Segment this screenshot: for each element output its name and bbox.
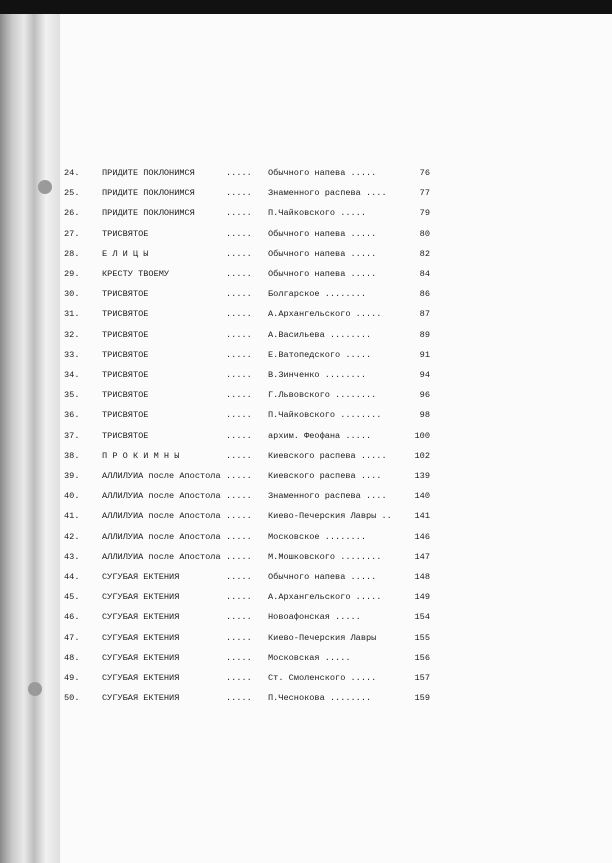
toc-entry [0, 509, 612, 523]
entry-page: 96 [419, 390, 430, 400]
entry-leader: ..... [226, 572, 252, 582]
entry-chant: А.Васильева ........ [268, 330, 372, 340]
entry-title: ТРИСВЯТОЕ [102, 370, 149, 380]
entry-number: 26. [64, 208, 80, 218]
entry-number: 35. [64, 390, 80, 400]
entry-page: 82 [419, 249, 430, 259]
entry-number: 37. [64, 431, 80, 441]
entry-number: 46. [64, 612, 80, 622]
entry-leader: ..... [226, 552, 252, 562]
entry-chant: М.Мошковского ........ [268, 552, 382, 562]
entry-chant: Новоафонская ..... [268, 612, 361, 622]
entry-title: ПРИДИТЕ ПОКЛОНИМСЯ [102, 168, 195, 178]
entry-chant: Киевского распева .... [268, 471, 382, 481]
entry-leader: ..... [226, 431, 252, 441]
entry-title: ПРИДИТЕ ПОКЛОНИМСЯ [102, 208, 195, 218]
entry-leader: ..... [226, 390, 252, 400]
entry-number: 40. [64, 491, 80, 501]
entry-number: 29. [64, 269, 80, 279]
entry-title: СУГУБАЯ ЕКТЕНИЯ [102, 592, 180, 602]
entry-number: 38. [64, 451, 80, 461]
entry-leader: ..... [226, 208, 252, 218]
entry-number: 30. [64, 289, 80, 299]
toc-entry [0, 206, 612, 220]
entry-title: ТРИСВЯТОЕ [102, 390, 149, 400]
entry-page: 100 [414, 431, 430, 441]
entry-title: Е Л И Ц Ы [102, 249, 149, 259]
entry-title: СУГУБАЯ ЕКТЕНИЯ [102, 633, 180, 643]
entry-title: СУГУБАЯ ЕКТЕНИЯ [102, 612, 180, 622]
entry-page: 80 [419, 229, 430, 239]
entry-chant: Московское ........ [268, 532, 366, 542]
toc-entry [0, 550, 612, 564]
entry-leader: ..... [226, 592, 252, 602]
entry-title: СУГУБАЯ ЕКТЕНИЯ [102, 693, 180, 703]
entry-title: ТРИСВЯТОЕ [102, 431, 149, 441]
toc-entry [0, 530, 612, 544]
entry-leader: ..... [226, 370, 252, 380]
entry-page: 149 [414, 592, 430, 602]
entry-leader: ..... [226, 330, 252, 340]
entry-number: 28. [64, 249, 80, 259]
entry-number: 44. [64, 572, 80, 582]
toc-entry [0, 671, 612, 685]
entry-title: ТРИСВЯТОЕ [102, 410, 149, 420]
entry-page: 89 [419, 330, 430, 340]
entry-leader: ..... [226, 532, 252, 542]
entry-leader: ..... [226, 249, 252, 259]
toc-entry [0, 247, 612, 261]
entry-title: ПРИДИТЕ ПОКЛОНИМСЯ [102, 188, 195, 198]
entry-leader: ..... [226, 350, 252, 360]
entry-page: 94 [419, 370, 430, 380]
entry-number: 34. [64, 370, 80, 380]
entry-number: 36. [64, 410, 80, 420]
entry-page: 157 [414, 673, 430, 683]
entry-title: СУГУБАЯ ЕКТЕНИЯ [102, 673, 180, 683]
entry-title: СУГУБАЯ ЕКТЕНИЯ [102, 572, 180, 582]
entry-chant: Московская ..... [268, 653, 351, 663]
entry-chant: Обычного напева ..... [268, 269, 377, 279]
entry-number: 47. [64, 633, 80, 643]
entry-chant: Знаменного распева .... [268, 188, 387, 198]
entry-leader: ..... [226, 410, 252, 420]
entry-chant: Киево-Печерския Лавры [268, 633, 377, 643]
entry-number: 32. [64, 330, 80, 340]
entry-number: 49. [64, 673, 80, 683]
entry-number: 27. [64, 229, 80, 239]
entry-chant: Обычного напева ..... [268, 229, 377, 239]
entry-leader: ..... [226, 188, 252, 198]
entry-title: П Р О К И М Н Ы [102, 451, 180, 461]
entry-chant: П.Чайковского ..... [268, 208, 366, 218]
entry-number: 33. [64, 350, 80, 360]
entry-leader: ..... [226, 269, 252, 279]
toc-entry [0, 489, 612, 503]
entry-chant: Обычного напева ..... [268, 572, 377, 582]
entry-page: 76 [419, 168, 430, 178]
toc-entry [0, 469, 612, 483]
entry-number: 39. [64, 471, 80, 481]
entry-chant: Г.Львовского ........ [268, 390, 377, 400]
entry-page: 148 [414, 572, 430, 582]
entry-number: 50. [64, 693, 80, 703]
entry-title: ТРИСВЯТОЕ [102, 229, 149, 239]
entry-chant: Киево-Печерския Лавры .. [268, 511, 392, 521]
entry-page: 86 [419, 289, 430, 299]
toc-entry [0, 631, 612, 645]
entry-leader: ..... [226, 612, 252, 622]
entry-leader: ..... [226, 451, 252, 461]
entry-title: ТРИСВЯТОЕ [102, 309, 149, 319]
entry-title: АЛЛИЛУИА после Апостола [102, 532, 221, 542]
entry-leader: ..... [226, 653, 252, 663]
entry-leader: ..... [226, 471, 252, 481]
entry-page: 140 [414, 491, 430, 501]
entry-page: 102 [414, 451, 430, 461]
entry-page: 84 [419, 269, 430, 279]
entry-page: 154 [414, 612, 430, 622]
entry-chant: П.Чеснокова ........ [268, 693, 372, 703]
entry-leader: ..... [226, 491, 252, 501]
entry-page: 87 [419, 309, 430, 319]
entry-chant: Обычного напева ..... [268, 168, 377, 178]
entry-chant: А.Архангельского ..... [268, 592, 382, 602]
toc-entry [0, 267, 612, 281]
entry-number: 24. [64, 168, 80, 178]
entry-page: 79 [419, 208, 430, 218]
toc-entry [0, 570, 612, 584]
entry-chant: А.Архангельского ..... [268, 309, 382, 319]
entry-page: 141 [414, 511, 430, 521]
entry-page: 146 [414, 532, 430, 542]
entry-page: 77 [419, 188, 430, 198]
entry-title: ТРИСВЯТОЕ [102, 350, 149, 360]
toc-entry [0, 287, 612, 301]
entry-title: ТРИСВЯТОЕ [102, 330, 149, 340]
entry-leader: ..... [226, 229, 252, 239]
entry-number: 45. [64, 592, 80, 602]
toc-entry [0, 307, 612, 321]
entry-chant: архим. Феофана ..... [268, 431, 372, 441]
entry-chant: Е.Ватопедского ..... [268, 350, 372, 360]
toc-entry [0, 651, 612, 665]
entry-leader: ..... [226, 693, 252, 703]
entry-title: ТРИСВЯТОЕ [102, 289, 149, 299]
entry-page: 156 [414, 653, 430, 663]
entry-page: 98 [419, 410, 430, 420]
entry-chant: Обычного напева ..... [268, 249, 377, 259]
toc-entry [0, 186, 612, 200]
entry-number: 43. [64, 552, 80, 562]
entry-leader: ..... [226, 309, 252, 319]
entry-title: АЛЛИЛУИА после Апостола [102, 471, 221, 481]
toc-entry [0, 368, 612, 382]
entry-leader: ..... [226, 289, 252, 299]
entry-chant: Болгарское ........ [268, 289, 366, 299]
entry-number: 42. [64, 532, 80, 542]
toc-entry [0, 449, 612, 463]
toc-entry [0, 590, 612, 604]
toc-entry [0, 328, 612, 342]
entry-number: 41. [64, 511, 80, 521]
toc-entry [0, 429, 612, 443]
toc-entry [0, 166, 612, 180]
entry-number: 31. [64, 309, 80, 319]
entry-page: 159 [414, 693, 430, 703]
entry-title: АЛЛИЛУИА после Апостола [102, 511, 221, 521]
entry-page: 91 [419, 350, 430, 360]
entry-title: АЛЛИЛУИА после Апостола [102, 491, 221, 501]
entry-chant: Ст. Смоленского ..... [268, 673, 377, 683]
entry-title: АЛЛИЛУИА после Апостола [102, 552, 221, 562]
toc-entry [0, 348, 612, 362]
entry-chant: В.Зинченко ........ [268, 370, 366, 380]
entry-leader: ..... [226, 633, 252, 643]
entry-number: 48. [64, 653, 80, 663]
entry-page: 147 [414, 552, 430, 562]
entry-number: 25. [64, 188, 80, 198]
entry-chant: Киевского распева ..... [268, 451, 387, 461]
entry-chant: П.Чайковского ........ [268, 410, 382, 420]
entry-leader: ..... [226, 511, 252, 521]
entry-leader: ..... [226, 168, 252, 178]
toc-entry [0, 388, 612, 402]
entry-leader: ..... [226, 673, 252, 683]
toc-entry [0, 408, 612, 422]
entry-page: 155 [414, 633, 430, 643]
entry-title: КРЕСТУ ТВОЕМУ [102, 269, 170, 279]
entry-title: СУГУБАЯ ЕКТЕНИЯ [102, 653, 180, 663]
entry-page: 139 [414, 471, 430, 481]
toc-entry [0, 691, 612, 705]
toc-entry [0, 227, 612, 241]
toc-entry [0, 610, 612, 624]
entry-chant: Знаменного распева .... [268, 491, 387, 501]
